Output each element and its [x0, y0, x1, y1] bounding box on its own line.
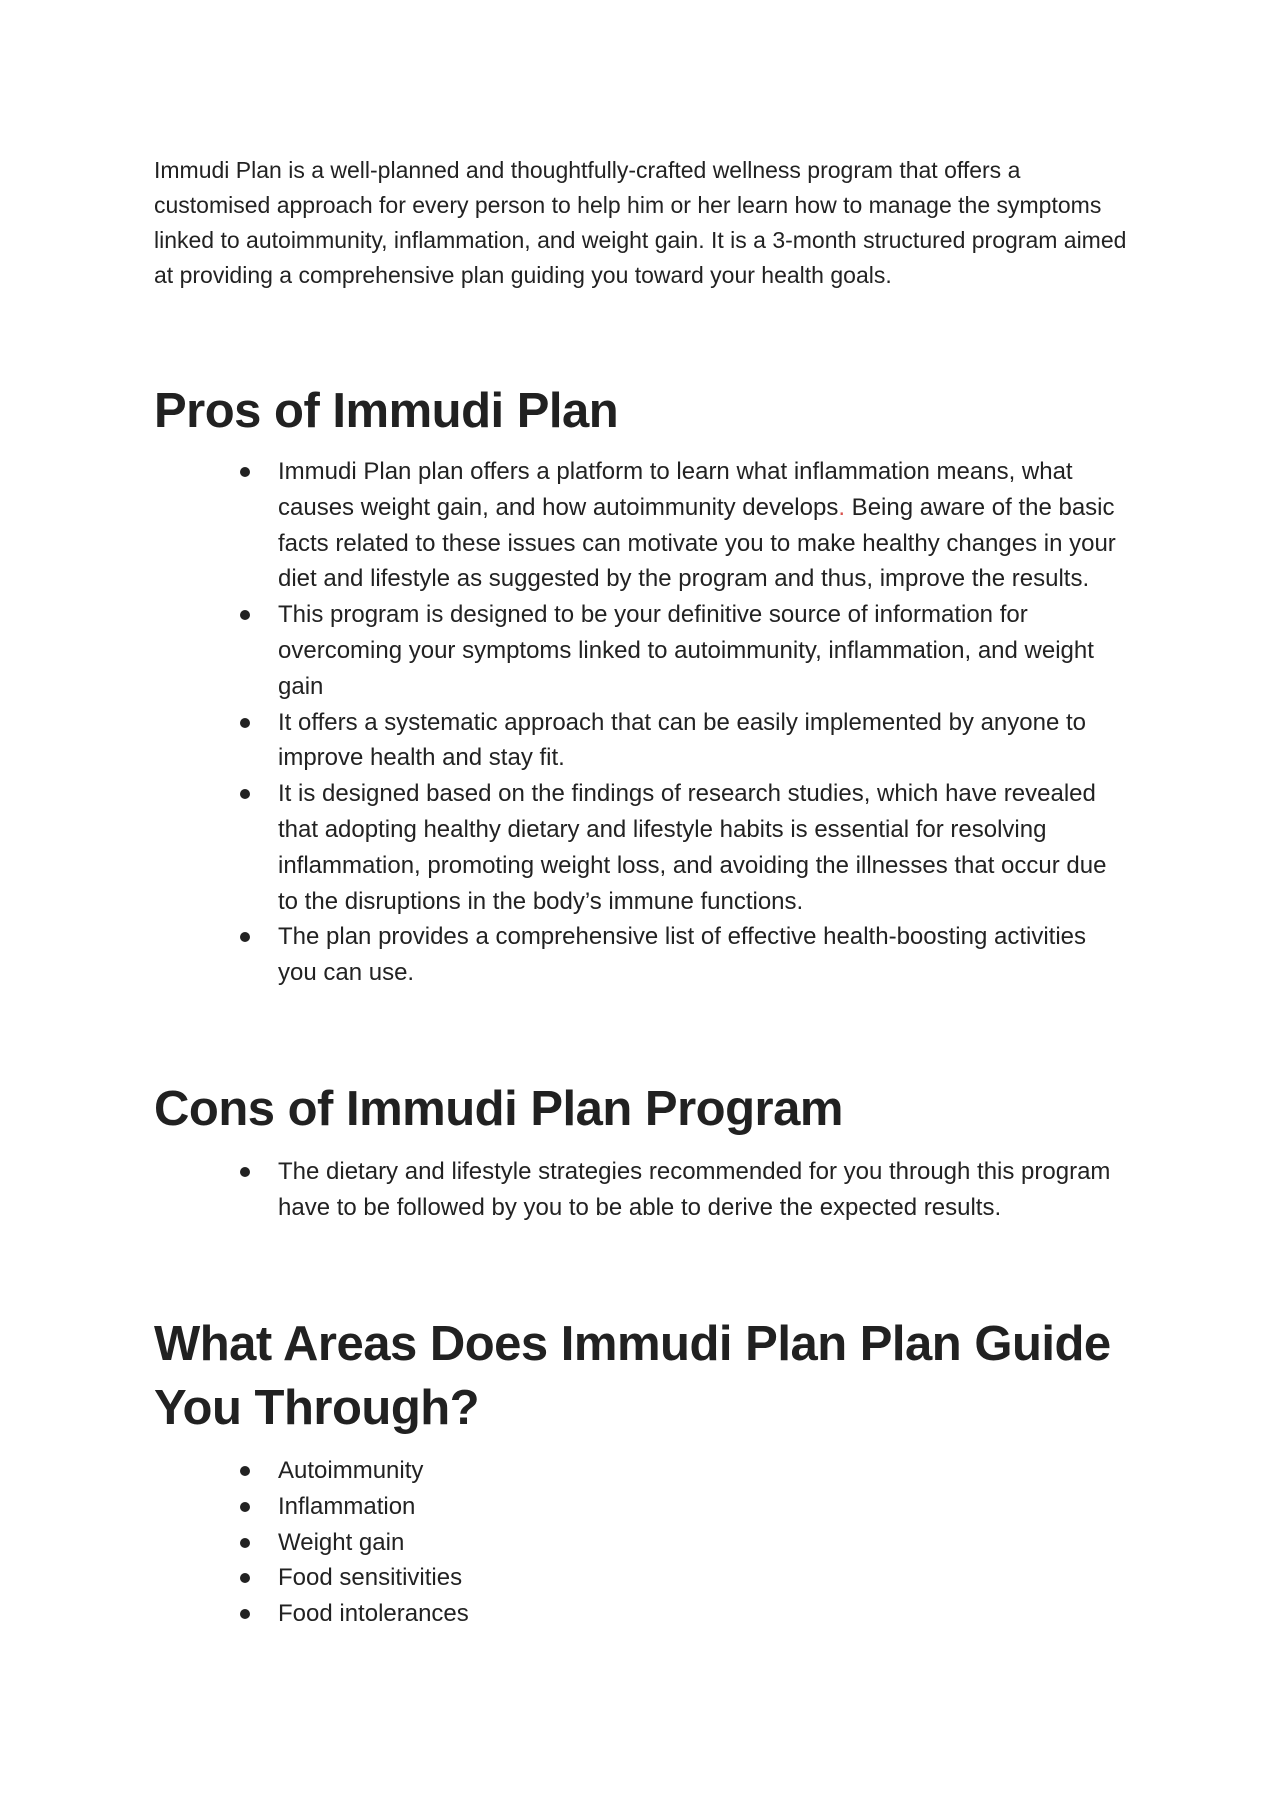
bullet-icon — [240, 1538, 250, 1548]
bullet-icon — [240, 467, 250, 477]
item-text: Weight gain — [278, 1528, 405, 1556]
list-item — [240, 1453, 1130, 1489]
item-text: The plan provides a comprehensive list of effective health-boosting activities you can use. — [278, 923, 1086, 987]
item-text: This program is designed to be your definitive source of information for overcoming your symptoms linked to autoimmunity, inflammation, and weight gain — [278, 601, 1094, 700]
item-text: Inflammation — [278, 1492, 416, 1520]
item-text: The dietary and lifestyle strategies recommended for you through this program have to be followed by you to be able to derive the expected results. — [278, 1158, 1111, 1221]
bullet-icon — [240, 1573, 250, 1583]
bullet-icon — [240, 610, 250, 620]
item-text: Autoimmunity — [278, 1457, 424, 1484]
list-item — [240, 705, 1130, 777]
pros-list — [240, 454, 1130, 991]
item-text: Being aware of the basic facts related to these issues can motivate you to make healthy changes in your diet and lifestyle as suggested by the program and thus, improve the results. — [278, 493, 1116, 593]
list-item — [240, 776, 1130, 919]
bullet-icon — [240, 1167, 250, 1177]
list-item — [240, 919, 1130, 991]
bullet-icon — [240, 1502, 250, 1512]
bullet-icon — [240, 718, 250, 728]
item-text: Food sensitivities — [278, 1564, 463, 1592]
list-item — [240, 597, 1130, 704]
list-item — [240, 1596, 1130, 1632]
item-text: It is designed based on the findings of research studies, which have revealed that adopting healthy dietary and lifestyle habits is essential for resolving inflammation, promoting weight loss, and avoiding the illnesses that occur due to the disruptions in the body’s immune functions. — [278, 780, 1107, 915]
areas-heading: What Areas Does Immudi Plan Plan Guide You Through? — [154, 1317, 1111, 1435]
list-item — [240, 1154, 1130, 1226]
cons-list — [240, 1154, 1130, 1226]
list-item — [240, 454, 1130, 597]
item-text: Immudi Plan plan offers a platform to learn what inflammation means, what causes weight gain, and how autoimmunity develops — [278, 458, 1073, 521]
areas-list — [240, 1453, 1130, 1632]
bullet-icon — [240, 1609, 250, 1619]
item-text: It offers a systematic approach that can be easily implemented by anyone to improve health and stay fit. — [278, 708, 1087, 772]
bullet-icon — [240, 932, 250, 942]
list-item — [240, 1560, 1130, 1596]
list-item — [240, 1525, 1130, 1561]
intro-paragraph: Immudi Plan is a well-planned and thoughtfully-crafted wellness program that offers a customised approach for every person to help him or her learn how to manage the symptoms linked to autoimmunity, inflammation, and weight gain. It is a 3-month structured program aimed at providing a comprehensive plan guiding you toward your health goals. — [154, 157, 1127, 288]
list-item — [240, 1489, 1130, 1525]
cons-heading: Cons of Immudi Plan Program — [154, 1082, 843, 1136]
bullet-icon — [240, 789, 250, 799]
pros-heading: Pros of Immudi Plan — [154, 384, 619, 438]
bullet-icon — [240, 1466, 250, 1476]
item-text: Food intolerances — [278, 1600, 469, 1628]
item-text-dot: . — [838, 493, 846, 521]
